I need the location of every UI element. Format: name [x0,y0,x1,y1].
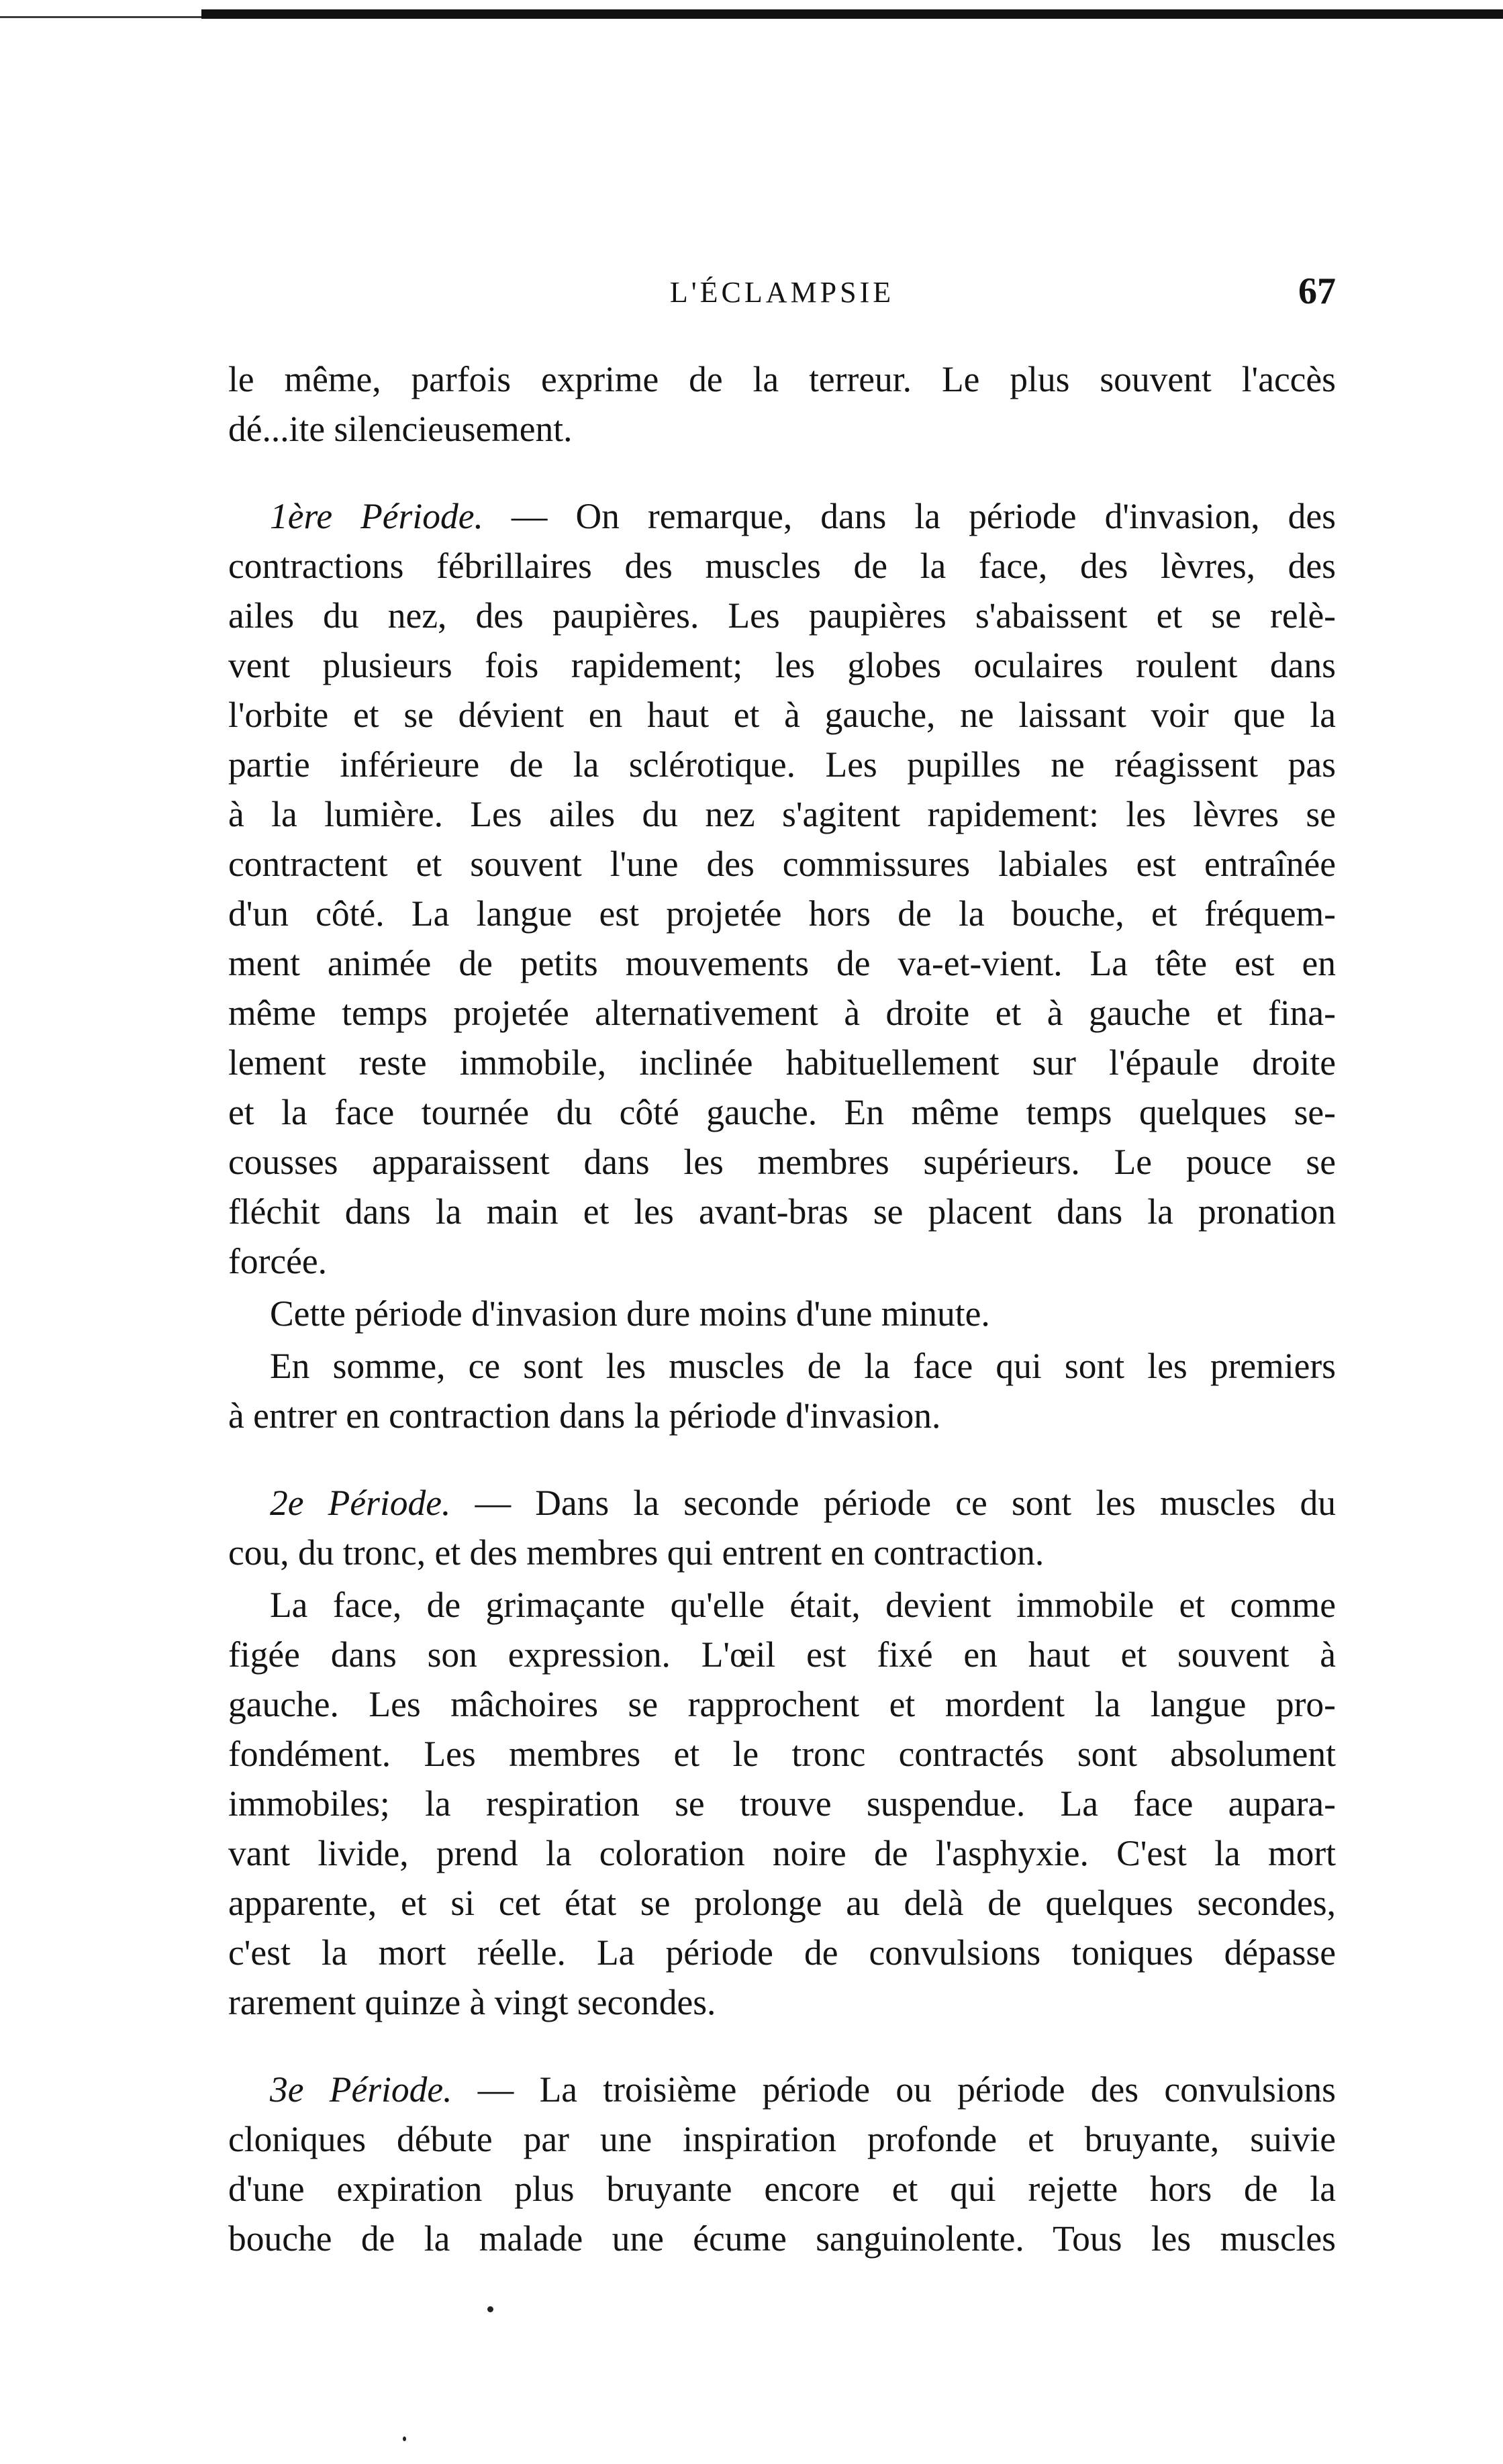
text-line: vant livide, prend la coloration noire de l'asphyxie. C'est la mort [228,1833,1336,1873]
text-line: ment animée de petits mouvements de va-et-vient. La tête est en [228,943,1336,983]
text-line: lement reste immobile, inclinée habituellement sur l'épaule droite [228,1042,1336,1083]
text-line: bouche de la malade une écume sanguinolente. Tous les muscles [228,2218,1336,2259]
text-line: immobiles; la respiration se trouve suspendue. La face aupara- [228,1783,1336,1824]
text-line: En somme, ce sont les muscles de la face qui sont les premiers [270,1346,1336,1386]
top-rule [201,9,1503,19]
text-line: le même, parfois exprime de la terreur. Le plus souvent l'accès [228,359,1336,399]
text-line: fondément. Les membres et le tronc contractés sont absolument [228,1734,1336,1774]
page-header [228,270,1336,330]
text-line [228,2065,1336,2114]
text-line: cousses apparaissent dans les membres supérieurs. Le pouce se [228,1142,1336,1182]
text-line [228,491,1336,541]
text-line: cloniques débute par une inspiration profonde et bruyante, suivie [228,2119,1336,2159]
text-line: et la face tournée du côté gauche. En même temps quelques se- [228,1092,1336,1132]
page-number: 67 [1298,270,1336,312]
text-line: cou, du tronc, et des membres qui entrent en contraction. [228,1532,1045,1573]
text-line: l'orbite et se dévient en haut et à gauche, ne laissant voir que la [228,695,1336,735]
text-line: dé...ite silencieusement. [228,409,573,449]
text-segment: — La troisième période ou période des convulsions [452,2069,1336,2110]
text-line: rarement quinze à vingt secondes. [228,1982,716,2022]
text-line [228,1478,1336,1528]
section-heading: 3e Période. [270,2069,452,2110]
stray-dot-mark [403,2436,406,2441]
text-line: figée dans son expression. L'œil est fixé en haut et souvent à [228,1634,1336,1675]
stray-dot-mark [487,2306,493,2312]
text-line: contractions fébrillaires des muscles de la face, des lèvres, des [228,546,1336,586]
text-line: gauche. Les mâchoires se rapprochent et mordent la langue pro- [228,1684,1336,1724]
text-line: à entrer en contraction dans la période d'invasion. [228,1395,941,1436]
running-head: L'ÉCLAMPSIE [669,276,895,309]
top-rule-thin [0,16,201,18]
text-line: à la lumière. Les ailes du nez s'agitent rapidement: les lèvres se [228,794,1336,834]
text-line: d'une expiration plus bruyante encore et qui rejette hors de la [228,2169,1336,2209]
text-line: Cette période d'invasion dure moins d'une minute. [270,1293,990,1334]
text-line: même temps projetée alternativement à droite et à gauche et fina- [228,993,1336,1033]
text-line: apparente, et si cet état se prolonge au delà de quelques secondes, [228,1883,1336,1923]
text-line: partie inférieure de la sclérotique. Les pupilles ne réagissent pas [228,744,1336,785]
section-heading: 2e Période. [270,1483,451,1523]
text-line: c'est la mort réelle. La période de convulsions toniques dépasse [228,1932,1336,1973]
text-line: vent plusieurs fois rapidement; les globes oculaires roulent dans [228,645,1336,685]
section-heading: 1ère Période. [270,496,483,536]
text-line: d'un côté. La langue est projetée hors de la bouche, et fréquem- [228,893,1336,934]
text-line: ailes du nez, des paupières. Les paupières s'abaissent et se relè- [228,595,1336,636]
text-segment: — Dans la seconde période ce sont les muscles du [450,1483,1336,1523]
text-line: contractent et souvent l'une des commissures labiales est entraînée [228,844,1336,884]
text-line: fléchit dans la main et les avant-bras se placent dans la pronation [228,1191,1336,1232]
text-segment: — On remarque, dans la période d'invasion, des [483,496,1336,536]
text-line: La face, de grimaçante qu'elle était, devient immobile et comme [270,1585,1336,1625]
text-line: forcée. [228,1241,327,1281]
body-text [228,354,1336,2263]
